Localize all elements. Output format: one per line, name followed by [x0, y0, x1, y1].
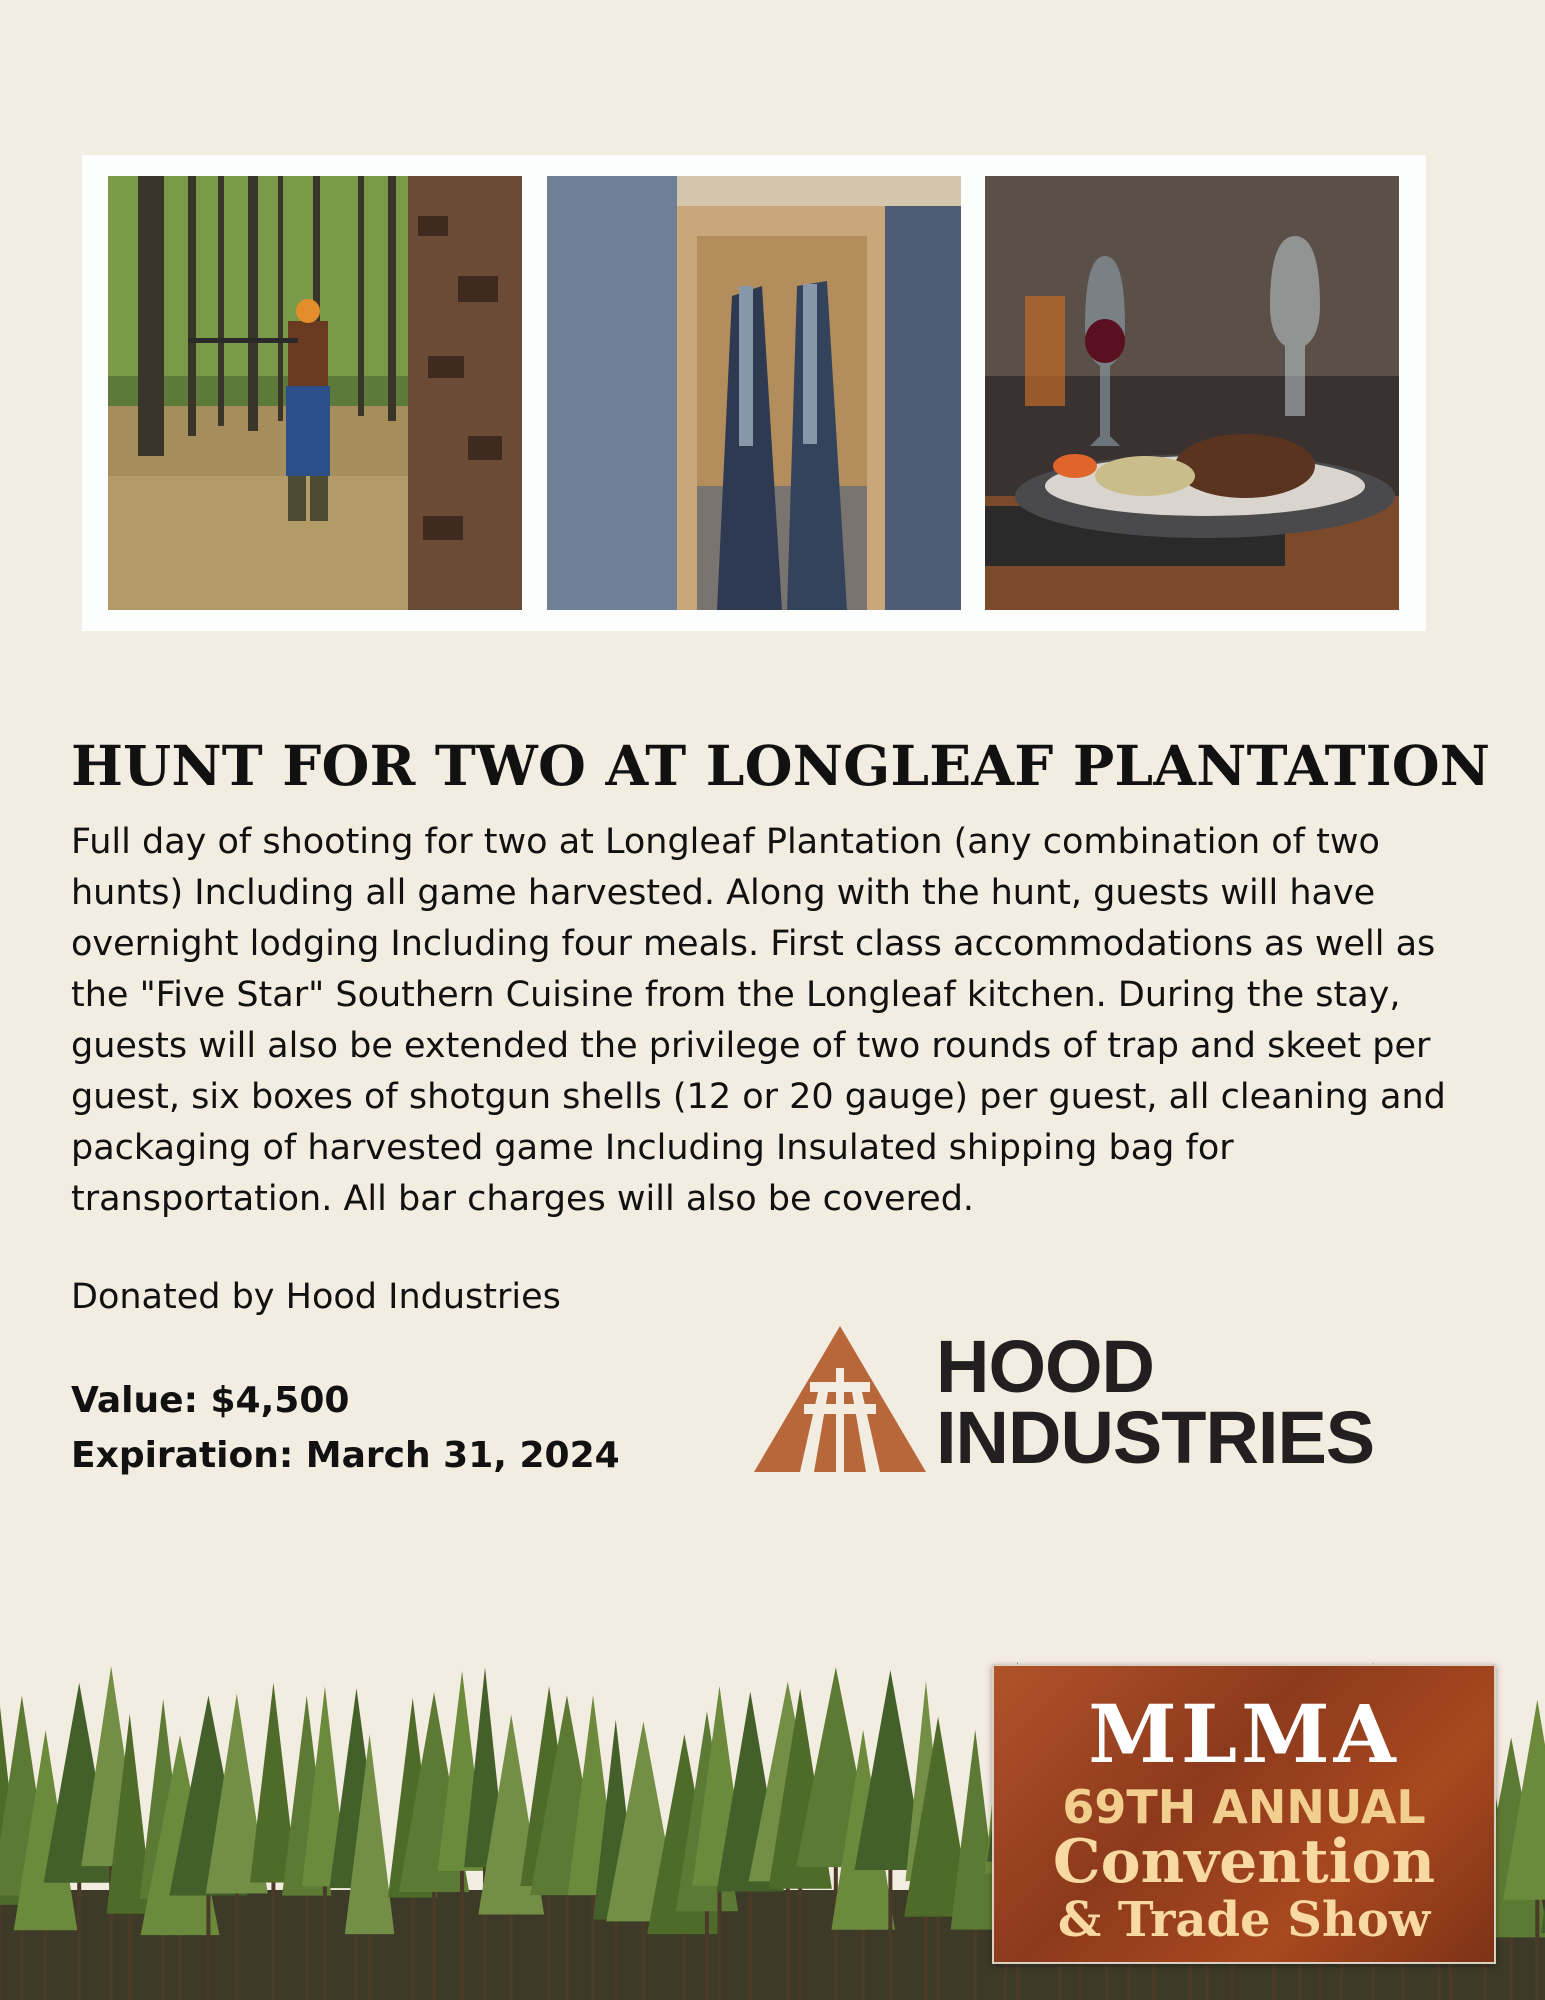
hood-logo-line2: INDUSTRIES	[936, 1396, 1375, 1479]
hood-logo-line1: HOOD	[936, 1325, 1154, 1408]
hunter-photo	[108, 176, 522, 610]
prize-value: Value: $4,500	[71, 1380, 350, 1421]
mlma-event-badge	[992, 1664, 1496, 1964]
page-title: HUNT FOR TWO AT LONGLEAF PLANTATION	[71, 733, 1491, 798]
prize-expiration: Expiration: March 31, 2024	[71, 1435, 620, 1476]
mlma-logo-text: MLMA	[1088, 1687, 1400, 1781]
mlma-convention-text: Convention	[1052, 1827, 1436, 1897]
hood-triangle-icon	[752, 1324, 928, 1476]
hood-industries-logo	[752, 1324, 1392, 1479]
donated-by: Donated by Hood Industries	[71, 1277, 561, 1317]
guncase-photo	[547, 176, 961, 610]
mlma-annual-text: 69TH ANNUAL	[1062, 1780, 1426, 1834]
photo-strip	[82, 155, 1426, 631]
prize-description: Full day of shooting for two at Longleaf Plantation (any combination of two hunts) Including all game harvested. Along with the hunt, guests will have overnight lodging Including four meals. First class accommodations as well as the "Five Star" Southern Cuisine from the Longleaf kitchen. During the stay, guests will also be extended the privilege of two rounds of trap and skeet per guest, six boxes of shotgun shells (12 or 20 gauge) per guest, all cleaning and packaging of harvested game Including Insulated shipping bag for transportation. All bar charges will also be covered.	[71, 822, 1446, 1219]
dinner-photo	[985, 176, 1399, 610]
mlma-trade-show-text: & Trade Show	[1057, 1892, 1431, 1948]
